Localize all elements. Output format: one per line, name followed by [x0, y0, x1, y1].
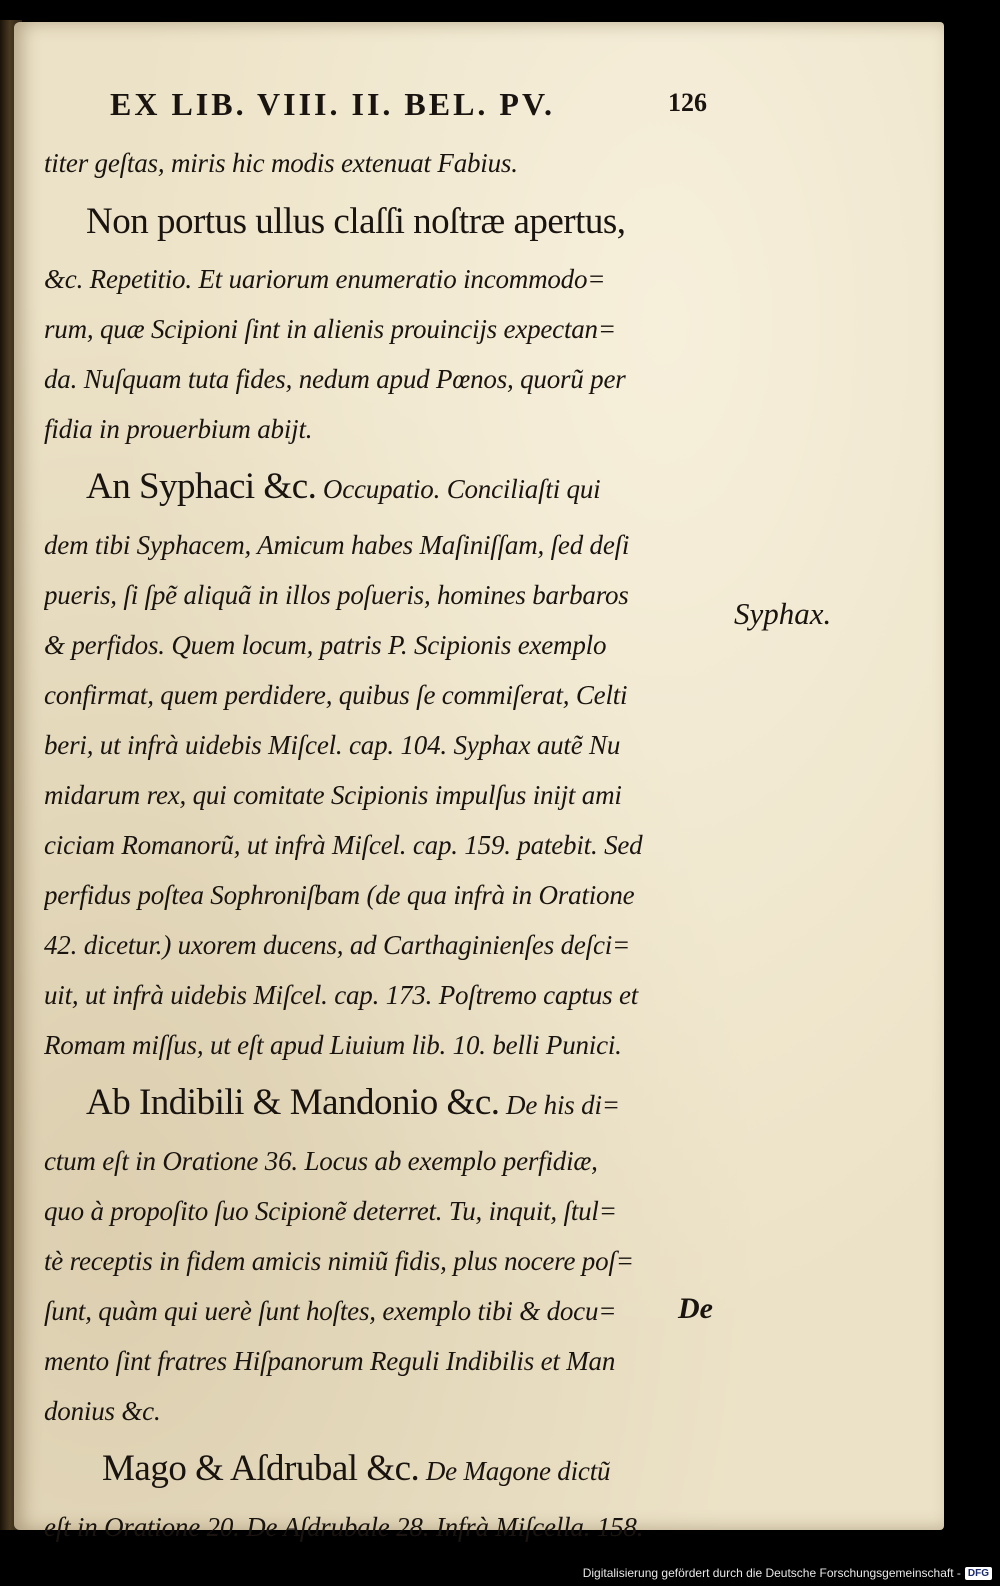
text-line: &c. Repetitio. Et uariorum enumeratio incommodo=: [44, 264, 606, 294]
lemma-line: An Syphaci &c. Occupatio. Conciliaſti qui: [86, 466, 601, 507]
lemma-line: Ab Indibili & Mandonio &c. De his di=: [86, 1082, 620, 1123]
text-line: beri, ut infrà uidebis Miſcel. cap. 104. Syphax autẽ Nu: [44, 730, 621, 760]
text-line: eſt in Oratione 20. De Aſdrubale 28. Infrà Miſcella. 158.: [44, 1512, 644, 1542]
text-line: mento ſint fratres Hiſpanorum Reguli Indibilis et Man: [44, 1346, 616, 1376]
text-line: 42. dicetur.) uxorem ducens, ad Carthaginienſes deſci=: [44, 930, 631, 960]
text-line: titer geſtas, miris hic modis extenuat Fabius.: [44, 148, 518, 178]
text-line: rum, quæ Scipioni ſint in alienis prouincijs expectan=: [44, 314, 616, 344]
catchword: De: [678, 1292, 713, 1325]
text-line: midarum rex, qui comitate Scipionis impulſus inijt ami: [44, 780, 622, 810]
lemma-line: Non portus ullus claſſi noſtræ apertus,: [86, 201, 626, 242]
running-title: EX LIB. VIII. II. BEL. PV.: [110, 86, 555, 122]
text-line: pueris, ſi ſpẽ aliquã in illos poſueris, homines barbaros: [44, 580, 629, 610]
dfg-logo-icon: DFG: [965, 1567, 992, 1580]
text-line: tè receptis in fidem amicis nimiũ fidis, plus nocere poſ=: [44, 1246, 634, 1276]
footer-credit-text: Digitalisierung gefördert durch die Deutsche Forschungsgemeinschaft -: [582, 1566, 961, 1580]
lemma-line: Mago & Aſdrubal &c. De Magone dictũ: [102, 1448, 611, 1489]
body-text: [44, 138, 734, 1552]
text-line: ctum eſt in Oratione 36. Locus ab exemplo perfidiæ,: [44, 1146, 598, 1176]
text-line: Romam miſſus, ut eſt apud Liuium lib. 10. belli Punici.: [44, 1030, 622, 1060]
text-line: uit, ut infrà uidebis Miſcel. cap. 173. Poſtremo captus et: [44, 980, 639, 1010]
margin-note: Syphax.: [734, 596, 832, 631]
text-line: fidia in prouerbium abijt.: [44, 414, 313, 444]
text-line: donius &c.: [44, 1396, 161, 1426]
folio-number: 126: [668, 88, 707, 117]
text-line: ſunt, quàm qui uerè ſunt hoſtes, exemplo tibi & docu=: [44, 1296, 617, 1326]
text-line: quo à propoſito ſuo Scipionẽ deterret. Tu, inquit, ſtul=: [44, 1196, 617, 1226]
text-line: & perfidos. Quem locum, patris P. Scipionis exemplo: [44, 630, 607, 660]
book-page: [14, 22, 944, 1542]
text-line: da. Nuſquam tuta fides, nedum apud Pœnos, quorũ per: [44, 364, 626, 394]
text-line: dem tibi Syphacem, Amicum habes Maſiniſſam, ſed deſi: [44, 530, 630, 560]
text-line: confirmat, quem perdidere, quibus ſe commiſerat, Celti: [44, 680, 628, 710]
text-line: perfidus poſtea Sophroniſbam (de qua infrà in Oratione: [44, 880, 635, 910]
text-line: ciciam Romanorũ, ut infrà Miſcel. cap. 159. patebit. Sed: [44, 830, 643, 860]
footer-credit: [583, 1566, 992, 1580]
